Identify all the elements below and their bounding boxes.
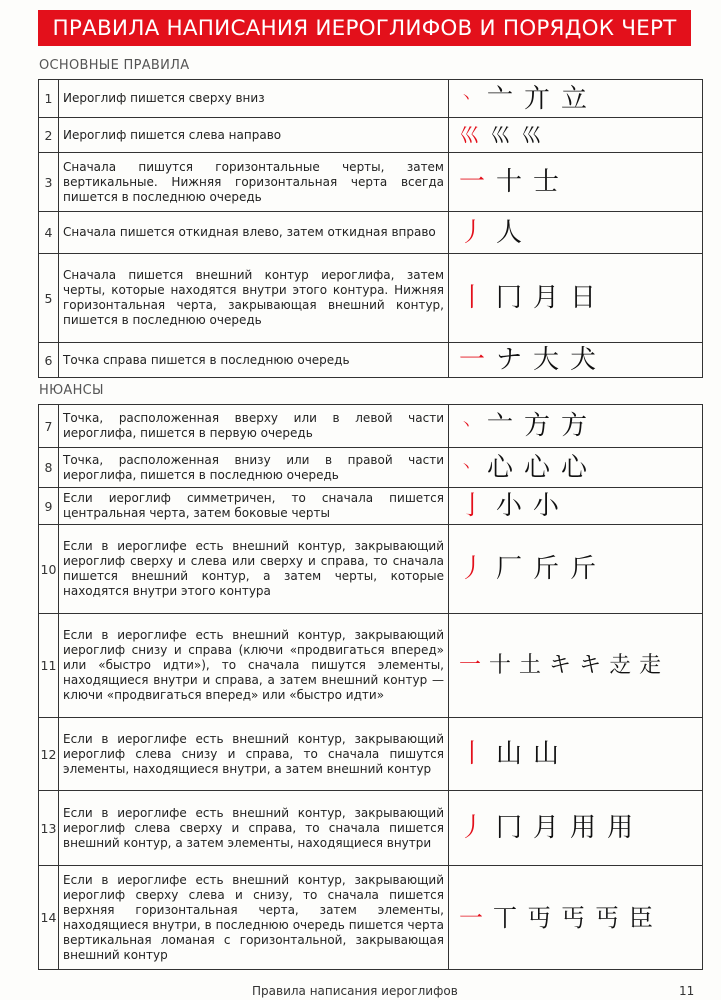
stroke-step: 丐 [561,903,585,932]
rule-text: Если иероглиф симметричен, то сначала пишется центральная черта, затем боковые черты [59,488,449,525]
stroke-step: 山 [533,739,560,769]
section-heading-nuances: НЮАНСЫ [39,383,104,398]
stroke-order-sequence [449,614,703,718]
stroke-step: 立 [561,83,588,114]
rule-text: Если в иероглифе есть внешний контур, закрывающий иероглиф сверху и слева или сверху и справа, то сначала пишется внешний контур, а затем черты, которые находятся внутри этого контура [59,525,449,614]
stroke-step: 巛 [521,123,541,147]
rule-text: Иероглиф пишется сверху вниз [59,80,449,118]
stroke-order-sequence [449,718,703,791]
stroke-order-sequence [449,212,703,254]
stroke-order-sequence [449,791,703,866]
table-row [39,118,703,153]
stroke-step: 丅 [493,903,517,932]
row-number: 2 [39,118,59,153]
stroke-step: 丿 [459,813,486,843]
table-row [39,153,703,212]
stroke-step: ナ [496,345,523,375]
stroke-step: 方 [524,411,551,441]
rule-text: Сначала пишется откидная влево, затем откидная вправо [59,212,449,254]
stroke-step: 丨 [459,283,486,313]
stroke-step: 冂 [496,813,523,843]
stroke-step: 一 [459,345,486,375]
rule-text: Если в иероглифе есть внешний контур, закрывающий иероглиф снизу и справа (ключи «продвигаться вперед» или «быстро идти»), то сначала пишутся элементы, находящиеся внутри и справа, а затем внешний контур — ключи «продвигаться вперед» или «быстро идти» [59,614,449,718]
stroke-step: 巛 [459,123,479,147]
rule-text: Если в иероглифе есть внешний контур, закрывающий иероглиф слева сверху и справа, то сначала пишется внешний контур, а затем элементы, находящиеся внутри [59,791,449,866]
row-number: 14 [39,866,59,970]
page-number: 11 [679,984,695,998]
rule-text: Если в иероглифе есть внешний контур, закрывающий иероглиф сверху слева и снизу, то сначала пишется верхняя горизонтальная черта, затем элементы, находящиеся внутри, в последнюю очередь пишется черта вертикальная ломаная с горизонтальной, закрывающая внешний контур [59,866,449,970]
stroke-step: 丶 [459,418,473,434]
stroke-step: 丿 [459,217,486,248]
row-number: 1 [39,80,59,118]
stroke-order-sequence [449,343,703,378]
stroke-step: 用 [570,813,597,843]
rule-text: Сначала пишется внешний контур иероглифа, затем черты, которые находятся внутри этого контура. Нижняя горизонтальная черта, закрывающая внешний контур, пишется в последнюю очередь [59,254,449,343]
stroke-step: 一 [459,903,483,932]
stroke-step: 巛 [490,123,510,147]
table-row [39,866,703,970]
nuance-rules-table [38,404,703,970]
stroke-step: 丿 [459,554,486,584]
table-row [39,212,703,254]
page-title: ПРАВИЛА НАПИСАНИЯ ИЕРОГЛИФОВ И ПОРЯДОК ЧЕРТ [38,10,691,46]
stroke-step: 厂 [496,554,523,584]
stroke-step: 亅 [459,491,486,521]
section-heading-basic: ОСНОВНЫЕ ПРАВИЛА [39,58,190,73]
table-row [39,448,703,488]
row-number: 6 [39,343,59,378]
table-row [39,525,703,614]
stroke-step: 一 [459,167,486,197]
stroke-step: 亣 [524,83,551,114]
stroke-step: キ [549,652,572,678]
stroke-step: 臣 [629,903,653,932]
row-number: 8 [39,448,59,488]
stroke-order-sequence [449,448,703,488]
stroke-step: 士 [533,167,560,197]
stroke-step: 十 [489,652,512,678]
basic-rules-table [38,79,703,378]
row-number: 4 [39,212,59,254]
stroke-step: 亠 [487,83,514,114]
stroke-step: 斤 [570,554,597,584]
table-row [39,343,703,378]
rule-text: Иероглиф пишется слева направо [59,118,449,153]
table-row [39,488,703,525]
stroke-step: 十 [496,167,523,197]
table-row [39,791,703,866]
stroke-step: 斤 [533,554,560,584]
stroke-order-sequence [449,153,703,212]
stroke-order-sequence [449,405,703,448]
row-number: 5 [39,254,59,343]
stroke-step: 月 [533,813,560,843]
stroke-step: 用 [607,813,634,843]
stroke-order-sequence [449,525,703,614]
stroke-step: 丶 [459,90,473,107]
stroke-step: 犬 [570,345,597,375]
rule-text: Если в иероглифе есть внешний контур, закрывающий иероглиф слева снизу и справа, то сначала пишутся элементы, находящиеся внутри, а затем внешний контур [59,718,449,791]
stroke-order-sequence [449,80,703,118]
stroke-step: 月 [533,283,560,313]
table-row [39,614,703,718]
row-number: 7 [39,405,59,448]
row-number: 11 [39,614,59,718]
row-number: 13 [39,791,59,866]
stroke-step: 赱 [609,652,632,678]
stroke-step: 山 [496,739,523,769]
footer-title: Правила написания иероглифов [252,984,458,998]
stroke-step: 小 [533,491,560,521]
stroke-step: 丏 [527,903,551,932]
rule-text: Сначала пишутся горизонтальные черты, затем вертикальные. Нижняя горизонтальная черта всегда пишется в последнюю очередь [59,153,449,212]
stroke-order-sequence [449,488,703,525]
rule-text: Точка, расположенная вверху или в левой части иероглифа, пишется в первую очередь [59,405,449,448]
stroke-order-sequence [449,866,703,970]
stroke-step: 丶 [459,459,473,476]
stroke-step: 冂 [496,283,523,313]
row-number: 12 [39,718,59,791]
row-number: 9 [39,488,59,525]
table-row [39,80,703,118]
row-number: 3 [39,153,59,212]
stroke-step: 心 [524,452,551,483]
stroke-step: 大 [533,345,560,375]
row-number: 10 [39,525,59,614]
stroke-step: 丨 [459,739,486,769]
stroke-step: 小 [496,491,523,521]
table-row [39,254,703,343]
stroke-step: 心 [487,452,514,483]
stroke-step: 亠 [487,411,514,441]
stroke-step: 走 [639,652,662,678]
stroke-step: キ [579,652,602,678]
stroke-step: 丐 [595,903,619,932]
rule-text: Точка, расположенная внизу или в правой части иероглифа, пишется в последнюю очередь [59,448,449,488]
table-row [39,718,703,791]
stroke-step: 心 [561,452,588,483]
stroke-order-sequence [449,118,703,153]
stroke-step: 一 [459,652,482,678]
stroke-order-sequence [449,254,703,343]
stroke-step: 日 [570,283,597,313]
stroke-step: 土 [519,652,542,678]
stroke-step: 人 [496,217,523,248]
stroke-step: 方 [561,411,588,441]
rule-text: Точка справа пишется в последнюю очередь [59,343,449,378]
table-row [39,405,703,448]
